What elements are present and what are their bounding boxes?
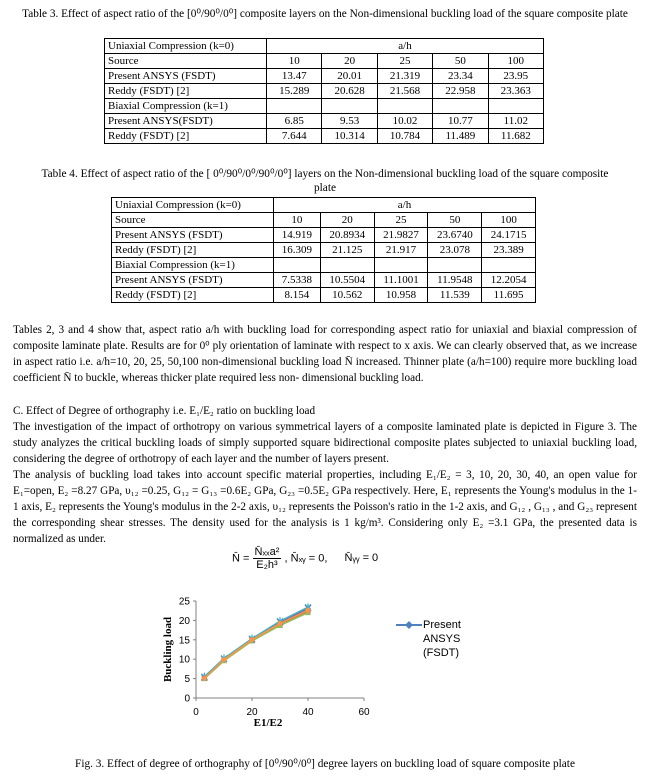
table-cell	[267, 99, 322, 114]
table-cell: 10.77	[433, 114, 488, 129]
data-point	[277, 620, 283, 626]
table-cell: 10.562	[320, 288, 374, 303]
data-point	[222, 657, 227, 662]
data-point	[249, 636, 255, 642]
normalization-formula	[232, 546, 432, 576]
data-point	[250, 638, 255, 643]
table-cell: 15.289	[267, 84, 322, 99]
y-tick-label: 10	[178, 654, 190, 666]
table-cell	[428, 258, 482, 273]
data-point	[202, 676, 207, 681]
table4-caption: Table 4. Effect of aspect ratio of the [ 0⁰/90⁰/0⁰/90⁰/0⁰] layers on the Non-dimensional buckling load of the square composite plate	[41, 168, 609, 194]
series-line	[204, 608, 308, 677]
table-row	[105, 69, 544, 84]
table-cell: 11.489	[433, 129, 488, 144]
legend-label: ANSYS	[423, 633, 461, 645]
table-row	[105, 129, 544, 144]
data-point	[277, 619, 283, 625]
table4-biaxial-label: Biaxial Compression (k=1)	[112, 258, 274, 273]
table-cell: 10.314	[322, 129, 377, 144]
table-row	[105, 84, 544, 99]
data-point	[278, 621, 283, 626]
data-point	[305, 603, 311, 611]
series-line	[204, 611, 308, 678]
x-tick-label: 20	[246, 707, 258, 718]
table-row	[112, 273, 536, 288]
table-cell: 7.5338	[274, 273, 321, 288]
section-c-heading: C. Effect of Degree of orthography i.e. E₁/E₂ ratio on buckling load	[13, 405, 316, 417]
table3-ah-label: a/h	[267, 39, 544, 54]
table-cell: 10.02	[377, 114, 432, 129]
table-cell: 23.95	[488, 69, 543, 84]
table-cell: 50	[433, 54, 488, 69]
table-cell: 10.5504	[320, 273, 374, 288]
table-cell: 20	[322, 54, 377, 69]
data-point	[278, 622, 283, 627]
formula-lhs: N̄ =	[232, 552, 250, 565]
table-cell: 100	[482, 213, 536, 228]
formula-denominator: E₂h³	[256, 559, 278, 571]
data-point	[249, 635, 255, 643]
table-cell: 20.8934	[320, 228, 374, 243]
table-cell: 20.01	[322, 69, 377, 84]
paragraph-orthotropy-intro: The investigation of the impact of orthotropy on various symmetrical layers of a composite laminated plate is depicted in Figure 3. The study analyzes the critical buckling loads of simply supported square bidirectional composite plates subjected to uniaxial buckling load, considering the degree of orthotropy of each layer and the number of layers present.	[13, 421, 637, 465]
data-point	[277, 622, 283, 628]
table-cell: 10.958	[374, 288, 428, 303]
table-cell: 23.34	[433, 69, 488, 84]
table-cell: 23.389	[482, 243, 536, 258]
data-point	[305, 610, 311, 616]
formula-nxy: , N̄ₓᵧ = 0,	[284, 552, 328, 565]
table-cell: Present ANSYS(FSDT)	[105, 114, 267, 129]
table-cell: 11.9548	[428, 273, 482, 288]
table4-uniaxial-label: Uniaxial Compression (k=0)	[112, 198, 274, 213]
data-point	[222, 657, 227, 662]
table-cell: 11.1001	[374, 273, 428, 288]
table3	[104, 38, 544, 144]
table-cell	[482, 258, 536, 273]
data-point	[201, 674, 207, 680]
data-point	[305, 606, 311, 612]
table-cell: 20	[320, 213, 374, 228]
formula-numerator: N̄ₓₓa²	[254, 546, 280, 558]
table-row	[112, 213, 536, 228]
table-cell: 21.125	[320, 243, 374, 258]
series-line	[204, 613, 308, 679]
table4-source-label: Source	[112, 213, 274, 228]
y-tick-label: 0	[184, 693, 190, 705]
table-cell: 8.154	[274, 288, 321, 303]
table-cell: 12.2054	[482, 273, 536, 288]
table-cell: Present ANSYS (FSDT)	[105, 69, 267, 84]
table-cell: Reddy (FSDT) [2]	[112, 288, 274, 303]
table-cell: 11.682	[488, 129, 543, 144]
series-line	[204, 607, 308, 676]
table-row	[112, 243, 536, 258]
data-point	[201, 673, 207, 681]
table-cell	[274, 258, 321, 273]
data-point	[221, 656, 227, 662]
y-tick-label: 20	[178, 615, 190, 627]
paragraph-aspect-ratio: Tables 2, 3 and 4 show that, aspect ratio a/h with buckling load for corresponding aspect ratio for uniaxial and biaxial compression of composite laminate plate. Results are for 0⁰ ply orientation of laminate with respect to x axis. We can clearly observed that, as we increase in aspect ratio i.e. a/h=10, 20, 25, 50,100 non-dimensional buckling load N̄ increased. Thinner plate (a/h=100) require more buckling load coefficient N̄ to buckle, whereas thicker plate required less non- dimensional buckling load.	[13, 324, 637, 384]
table-cell: 22.958	[433, 84, 488, 99]
legend-marker-icon	[396, 618, 422, 632]
table-cell	[320, 258, 374, 273]
table-cell: Reddy (FSDT) [2]	[105, 84, 267, 99]
table-cell: 6.85	[267, 114, 322, 129]
table-cell: 21.568	[377, 84, 432, 99]
table-cell: 11.02	[488, 114, 543, 129]
data-point	[306, 608, 311, 613]
table-cell: 21.9827	[374, 228, 428, 243]
table-row	[112, 228, 536, 243]
y-tick-label: 15	[178, 635, 190, 647]
table-cell: 13.47	[267, 69, 322, 84]
table-cell: 14.919	[274, 228, 321, 243]
table-cell: 25	[374, 213, 428, 228]
series-line	[204, 610, 308, 678]
chart-legend	[396, 618, 476, 660]
table-cell: 50	[428, 213, 482, 228]
data-point	[250, 637, 255, 642]
data-point	[221, 658, 227, 664]
x-tick-label: 0	[193, 707, 199, 718]
table-cell: Present ANSYS (FSDT)	[112, 273, 274, 288]
y-tick-label: 25	[178, 596, 190, 608]
table-row	[112, 198, 536, 213]
table-cell: 23.6740	[428, 228, 482, 243]
table-cell: Reddy (FSDT) [2]	[105, 129, 267, 144]
table-cell: 100	[488, 54, 543, 69]
data-point	[306, 609, 311, 614]
table-cell: 21.319	[377, 69, 432, 84]
data-point	[305, 605, 311, 611]
table-row	[105, 99, 544, 114]
data-point	[201, 676, 207, 682]
table-cell	[488, 99, 543, 114]
x-tick-label: 40	[302, 707, 314, 718]
data-point	[221, 656, 227, 662]
data-point	[221, 654, 227, 662]
table-cell	[322, 99, 377, 114]
legend-label: Present	[423, 619, 461, 631]
table3-caption: Table 3. Effect of aspect ratio of the [0⁰/90⁰/0⁰] composite layers on the Non-dimensional buckling load of the square composite plate	[22, 8, 628, 20]
figure-caption: Fig. 3. Effect of degree of orthography of [0⁰/90⁰/0⁰] degree layers on buckling load of square composite plate	[75, 758, 575, 770]
legend-label: (FSDT)	[423, 647, 460, 659]
data-point	[202, 675, 207, 680]
table-cell	[374, 258, 428, 273]
table-row	[112, 288, 536, 303]
table-cell: 24.1715	[482, 228, 536, 243]
paragraph-material-properties: The analysis of buckling load takes into account specific material properties, including E₁/E₂ = 3, 10, 20, 30, 40, an open value for E₁=open, E₂ =8.27 GPa, υ₁₂ =0.25, G₁₂ = G₁₃ =0.6E₂ GPa, G₂₃ =0.5E₂ GPa respectively. Here, E₁ represents the Young's modulus in the 1-1 axis, E₂ represents the Young's modulus in the 2-2 axis, υ₁₂ represents the Poisson's ratio in the 1-2 axis, and G₁₂ , G₁₃ , and G₂₃ represent the corresponding shear stresses. The density used for the analysis is 1 kg/m³. Considering only E₂ =3.1 GPa, the presented data is normalized as under.	[13, 469, 637, 545]
table-cell: 10	[267, 54, 322, 69]
y-tick-label: 5	[184, 674, 190, 686]
data-point	[249, 638, 255, 644]
table3-source-label: Source	[105, 54, 267, 69]
y-axis-title: Buckling load	[162, 616, 174, 683]
table-cell: 20.628	[322, 84, 377, 99]
table3-biaxial-label: Biaxial Compression (k=1)	[105, 99, 267, 114]
data-point	[249, 636, 255, 642]
table-cell: 21.917	[374, 243, 428, 258]
data-point	[201, 674, 207, 680]
table-cell: 11.695	[482, 288, 536, 303]
table-cell: 25	[377, 54, 432, 69]
table-row	[105, 54, 544, 69]
table3-uniaxial-label: Uniaxial Compression (k=0)	[105, 39, 267, 54]
x-axis-title: E1/E2	[253, 717, 283, 729]
table-cell	[377, 99, 432, 114]
table-cell: 7.644	[267, 129, 322, 144]
data-point	[277, 617, 283, 625]
table-cell: 23.078	[428, 243, 482, 258]
x-tick-label: 60	[358, 707, 370, 718]
table-row	[112, 258, 536, 273]
table-row	[105, 39, 544, 54]
table-cell: 10	[274, 213, 321, 228]
table-cell: Reddy (FSDT) [2]	[112, 243, 274, 258]
table-cell: 23.363	[488, 84, 543, 99]
table-cell: 16.309	[274, 243, 321, 258]
table-cell	[433, 99, 488, 114]
table-cell: 10.784	[377, 129, 432, 144]
table4	[111, 197, 536, 303]
formula-nyy: N̄ᵧᵧ = 0	[344, 552, 379, 565]
table-cell: 11.539	[428, 288, 482, 303]
series-line	[204, 609, 308, 677]
table4-ah-label: a/h	[274, 198, 536, 213]
table-cell: 9.53	[322, 114, 377, 129]
table-cell: Present ANSYS (FSDT)	[112, 228, 274, 243]
table-row	[105, 114, 544, 129]
formula-fraction	[253, 546, 282, 571]
